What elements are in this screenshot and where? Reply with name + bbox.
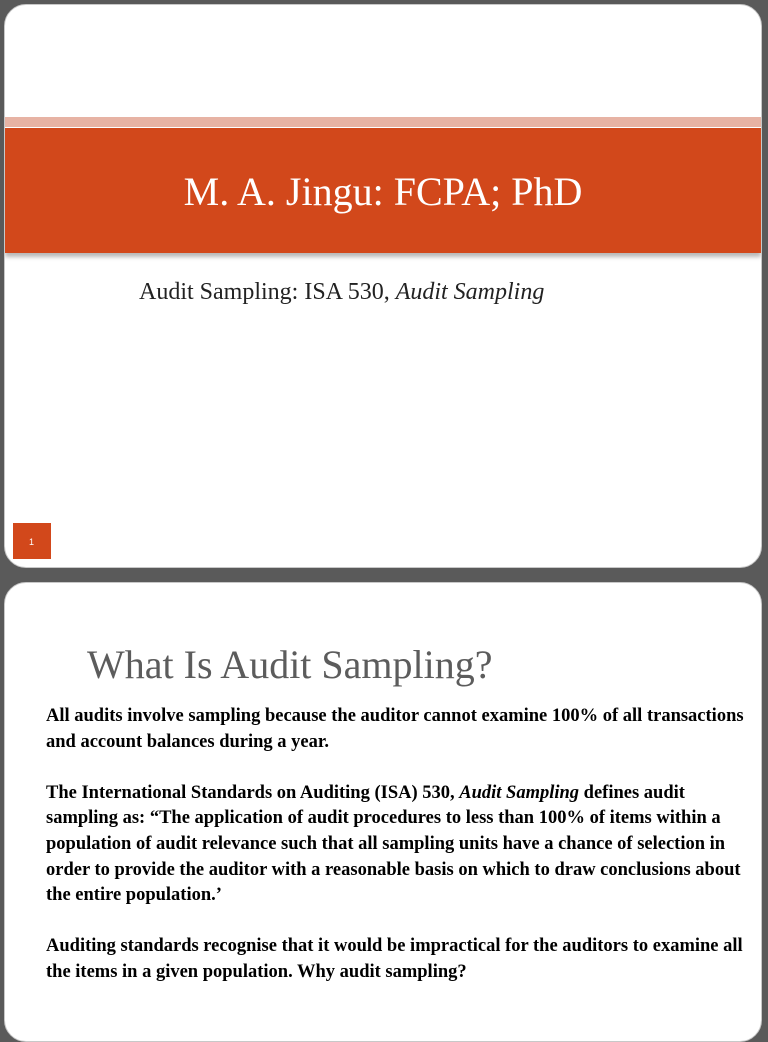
slide-number-badge: 1 — [13, 523, 51, 559]
subtitle-prefix: Audit Sampling: ISA 530, — [139, 279, 390, 305]
subtitle-italic: Audit Sampling — [395, 279, 545, 305]
paragraph-2 — [46, 781, 746, 909]
content-slide — [4, 582, 762, 1042]
paragraph-2-italic: Audit Sampling — [459, 782, 580, 803]
header-accent-stripe — [5, 117, 761, 127]
slide-subtitle — [139, 277, 544, 307]
title-slide — [4, 4, 762, 568]
slide-heading: What Is Audit Sampling? — [87, 642, 493, 687]
slide-title: M. A. Jingu: FCPA; PhD — [183, 169, 583, 214]
paragraph-3: Auditing standards recognise that it would be impractical for the auditors to examine all the items in a given population. Why audit sampling? — [46, 936, 743, 982]
slide-body — [46, 704, 746, 1011]
paragraph-1: All audits involve sampling because the auditor cannot examine 100% of all transactions and account balances during a year. — [46, 706, 744, 752]
paragraph-2-prefix: The International Standards on Auditing (ISA) 530, — [46, 782, 455, 803]
paragraph-2-suffix: defines audit sampling as: “The application of audit procedures to less than 100% of items within a population of audit relevance such that all sampling units have a chance of selection in order to provide the auditor with a reasonable basis on which to draw conclusions about the entire population.’ — [46, 782, 741, 906]
